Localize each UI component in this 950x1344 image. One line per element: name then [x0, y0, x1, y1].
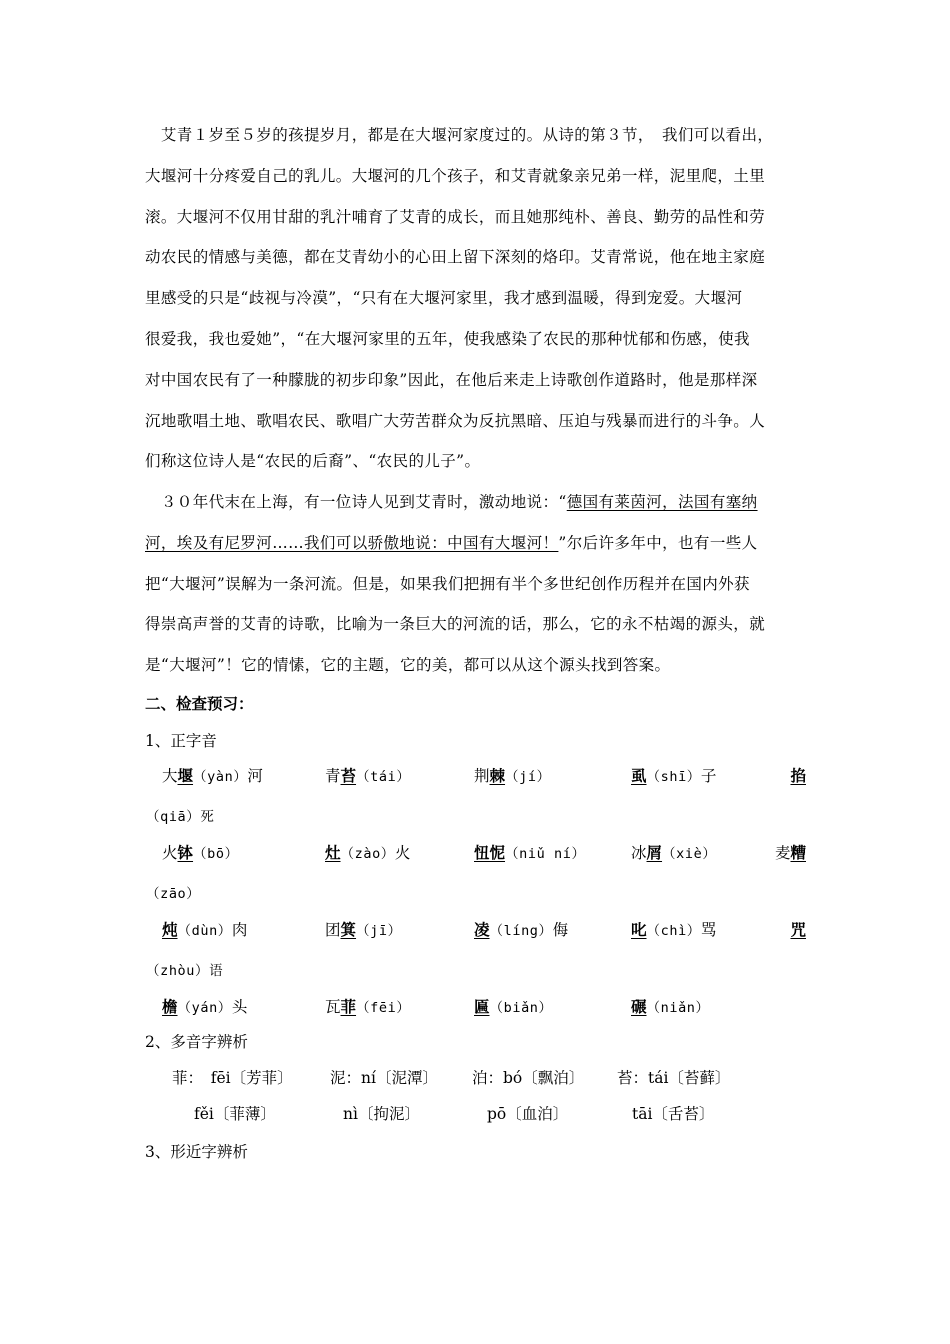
pronunciation-wrap — [146, 960, 223, 981]
target-character: 堰 — [177, 766, 194, 785]
pronunciation-entry — [162, 766, 263, 787]
target-character: 檐 — [162, 997, 178, 1016]
pronunciation-entry — [474, 997, 553, 1018]
entry-suffix: 骂 — [700, 921, 717, 939]
entry-prefix: 麦 — [774, 844, 791, 862]
pronunciation-entry — [325, 920, 402, 941]
text-line: 很爱我，我也爱她”，“在大堰河家里的五年，使我感染了农民的那种忧郁和伤感，使我 — [145, 329, 750, 348]
entry-suffix: 头 — [231, 998, 248, 1016]
target-character: 箕 — [340, 920, 357, 939]
pinyin: （niǎn） — [646, 1000, 710, 1016]
entry-prefix: 火 — [162, 844, 178, 862]
pronunciation-entry — [474, 920, 568, 941]
pronunciation-entry — [631, 920, 716, 941]
pinyin: （tái） — [356, 769, 411, 785]
entry-prefix: 团 — [325, 921, 341, 939]
entry-prefix: 大 — [162, 767, 178, 785]
pronunciation-entry-tail — [775, 843, 806, 863]
pinyin: （yàn） — [193, 769, 248, 785]
entry-prefix: 瓦 — [325, 998, 341, 1016]
polyphonic-entry: pō〔血泊〕 — [487, 1105, 569, 1123]
target-character: 掐 — [790, 766, 806, 785]
polyphonic-entry: 菲： fēi〔芳菲〕 — [172, 1069, 293, 1087]
pinyin: （xiè） — [662, 846, 717, 862]
pronunciation-entry — [162, 997, 247, 1018]
target-character: 棘 — [489, 766, 506, 785]
target-character: 菲 — [340, 997, 357, 1016]
underlined-quote: 河，埃及有尼罗河……我们可以骄傲地说：中国有大堰河！ — [145, 533, 559, 552]
pinyin: （dùn） — [177, 923, 232, 939]
pronunciation-entry — [162, 920, 247, 941]
text-line: 滚。大堰河不仅用甘甜的乳汁哺育了艾青的成长，而且她那纯朴、善良、勤劳的品性和劳 — [145, 207, 766, 226]
pronunciation-entry — [325, 766, 410, 787]
entry-suffix: 子 — [700, 767, 717, 785]
polyphonic-entry: 泊：bó〔飘泊〕 — [472, 1069, 585, 1087]
pronunciation-entry-tail — [790, 920, 806, 940]
text-line: 把“大堰河”误解为一条河流。但是，如果我们把拥有半个多世纪创作历程并在国内外获 — [145, 574, 750, 593]
pronunciation-entry — [474, 766, 551, 787]
target-character: 忸怩 — [474, 843, 506, 862]
polyphonic-entry: fěi〔菲薄〕 — [194, 1105, 276, 1123]
pronunciation-entry — [325, 843, 410, 864]
item-heading-polyphonic: 2、多音字辨析 — [145, 1033, 248, 1051]
text-run: ”尔后许多年中，也有一些人 — [558, 533, 758, 552]
target-character: 钵 — [177, 843, 194, 862]
entry-suffix: 侮 — [552, 921, 569, 939]
text-line: 们称这位诗人是“农民的后裔”、“农民的儿子”。 — [145, 452, 481, 471]
target-character: 虱 — [631, 766, 647, 785]
pinyin: （niǔ ní） — [505, 846, 586, 862]
pinyin: （yán） — [177, 1000, 232, 1016]
section-heading: 二、检查预习： — [145, 694, 254, 713]
target-character: 灶 — [325, 843, 341, 862]
pinyin: （líng） — [489, 923, 553, 939]
target-character: 碾 — [631, 997, 647, 1016]
target-character: 屑 — [646, 843, 663, 862]
pinyin: （zào） — [340, 846, 395, 862]
target-character: 糟 — [790, 843, 806, 862]
target-character: 苔 — [340, 766, 357, 785]
target-character: 叱 — [631, 920, 647, 939]
text-line: 艾青１岁至５岁的孩提岁月，都是在大堰河家度过的。从诗的第３节， 我们可以看出， — [145, 126, 774, 144]
text-run: ３０年代末在上海，有一位诗人见到艾青时，激动地说：“ — [145, 493, 567, 511]
polyphonic-entry: tāi〔舌苔〕 — [632, 1105, 715, 1123]
entry-suffix: 河 — [247, 767, 263, 785]
pinyin: （jí） — [505, 769, 551, 785]
text-line: 得崇高声誉的艾青的诗歌，比喻为一条巨大的河流的话，那么，它的永不枯竭的源头，就 — [145, 615, 766, 634]
text-line: 对中国农民有了一种朦胧的初步印象”因此，在他后来走上诗歌创作道路时，他是那样深 — [145, 370, 758, 389]
item-heading-pronunciation: 1、正字音 — [145, 732, 217, 750]
pinyin: （zhòu）语 — [146, 963, 224, 979]
text-line — [145, 523, 810, 564]
target-character: 凌 — [474, 920, 490, 939]
pronunciation-entry — [631, 843, 716, 864]
text-line: 是“大堰河”！它的情愫，它的主题，它的美，都可以从这个源头找到答案。 — [145, 656, 671, 675]
target-character: 炖 — [162, 920, 178, 939]
entry-suffix: 肉 — [231, 921, 248, 939]
paragraph-ai-qing-childhood — [145, 115, 810, 482]
polyphonic-entry: nì〔拘泥〕 — [343, 1105, 420, 1123]
underlined-quote: 德国有莱茵河，法国有塞纳 — [566, 493, 758, 511]
text-line: 里感受的只是“歧视与冷漠”，“只有在大堰河家里，我才感到温暖，得到宠爱。大堰河 — [145, 289, 743, 308]
pronunciation-wrap — [146, 883, 200, 904]
pronunciation-entry — [325, 997, 410, 1018]
pinyin: （zāo） — [146, 886, 201, 902]
entry-prefix: 荆 — [474, 767, 490, 785]
target-character: 咒 — [790, 920, 806, 939]
pinyin: （chì） — [646, 923, 701, 939]
target-character: 匾 — [474, 997, 490, 1016]
item-heading-similar-chars: 3、形近字辨析 — [145, 1143, 248, 1161]
polyphonic-entry: 苔：tái〔苔藓〕 — [617, 1069, 731, 1087]
polyphonic-entry: 泥：ní〔泥潭〕 — [330, 1069, 438, 1087]
pinyin: （qiā）死 — [146, 809, 215, 825]
pronunciation-entry — [474, 843, 586, 864]
pinyin: （biǎn） — [489, 1000, 553, 1016]
pronunciation-entry — [631, 997, 710, 1018]
pinyin: （fēi） — [356, 1000, 411, 1016]
entry-suffix: 火 — [394, 844, 411, 862]
text-line: 大堰河十分疼爱自己的乳儿。大堰河的几个孩子，和艾青就象亲兄弟一样，泥里爬，土里 — [145, 166, 766, 185]
pinyin: （jī） — [356, 923, 402, 939]
pronunciation-wrap — [146, 806, 214, 827]
paragraph-da-yan-he-source — [145, 482, 810, 686]
text-line: 沉地歌唱土地、歌唱农民、歌唱广大劳苦群众为反抗黑暗、压迫与残暴而进行的斗争。人 — [145, 411, 766, 430]
text-line: 动农民的情感与美德，都在艾青幼小的心田上留下深刻的烙印。艾青常说，他在地主家庭 — [145, 248, 766, 267]
pinyin: （shī） — [646, 769, 701, 785]
pinyin: （bō） — [193, 846, 239, 862]
entry-prefix: 青 — [325, 767, 341, 785]
entry-prefix: 冰 — [631, 844, 647, 862]
pronunciation-entry — [162, 843, 239, 864]
text-line — [145, 482, 810, 523]
pronunciation-entry-tail — [790, 766, 806, 786]
pronunciation-entry — [631, 766, 716, 787]
